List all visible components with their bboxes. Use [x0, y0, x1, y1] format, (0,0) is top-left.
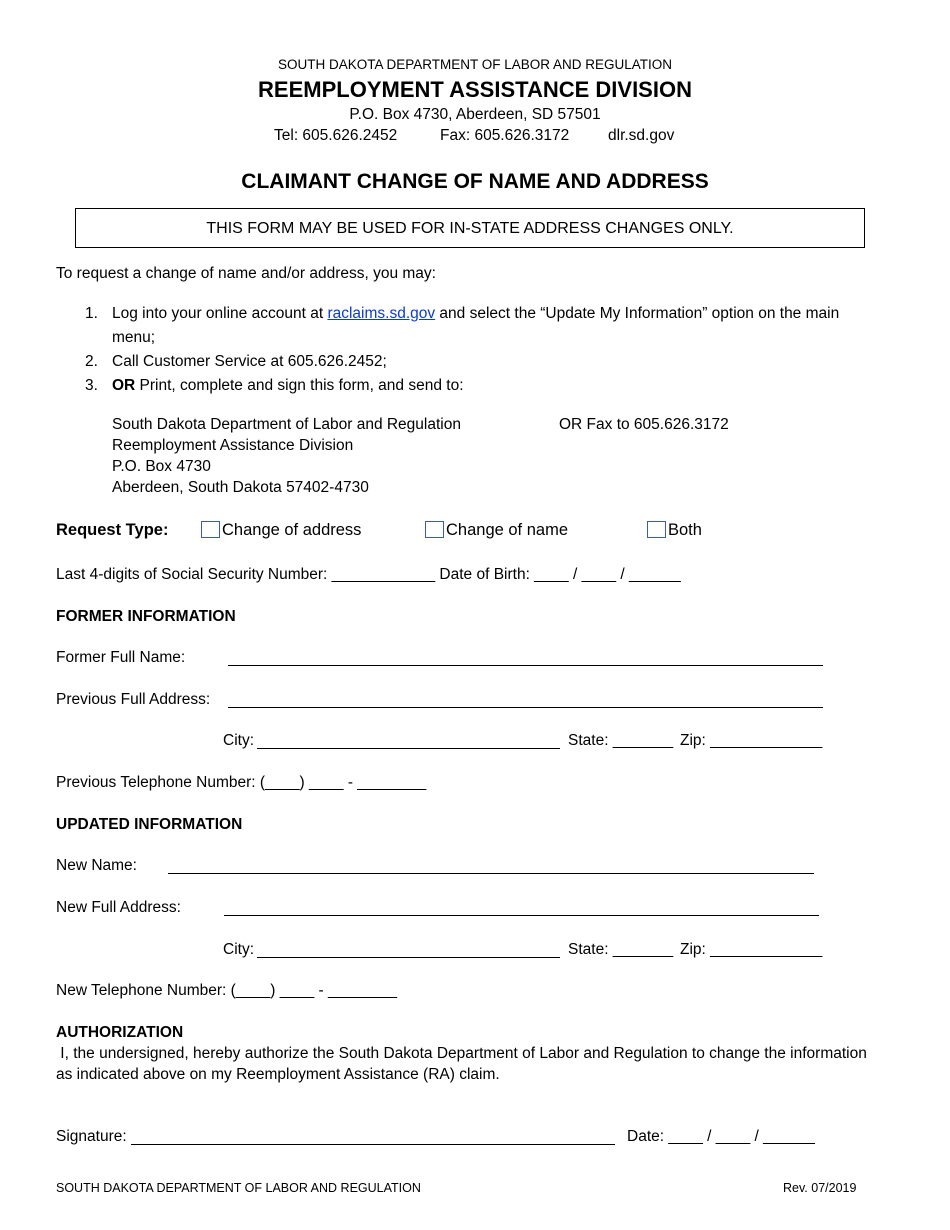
- department-name: SOUTH DAKOTA DEPARTMENT OF LABOR AND REGULATION: [277, 57, 673, 72]
- new-zip-field[interactable]: Zip: _____________: [680, 941, 823, 958]
- signature-field[interactable]: [131, 1144, 615, 1145]
- footer-department: SOUTH DAKOTA DEPARTMENT OF LABOR AND REGULATION: [56, 1181, 421, 1195]
- former-info-heading: FORMER INFORMATION: [56, 608, 236, 625]
- change-address-label: Change of address: [222, 521, 362, 539]
- new-city-label: City:: [223, 941, 254, 958]
- updated-info-heading: UPDATED INFORMATION: [56, 816, 243, 833]
- change-address-checkbox[interactable]: [201, 521, 220, 538]
- former-city-field[interactable]: [257, 748, 560, 749]
- signature-label: Signature:: [56, 1128, 127, 1145]
- intro-text: To request a change of name and/or address, you may:: [56, 265, 436, 282]
- ssn-dob-line[interactable]: Last 4-digits of Social Security Number: ____________ Date of Birth: ____ / ____ / ______: [56, 566, 681, 583]
- revision-date: Rev. 07/2019: [783, 1181, 857, 1195]
- step-3-number: 3.: [85, 377, 98, 394]
- new-city-field[interactable]: [257, 957, 560, 958]
- former-name-field[interactable]: [228, 665, 823, 666]
- header-address: P.O. Box 4730, Aberdeen, SD 57501: [349, 106, 601, 123]
- header-fax: Fax: 605.626.3172: [440, 127, 570, 144]
- form-title: CLAIMANT CHANGE OF NAME AND ADDRESS: [241, 170, 709, 193]
- step-3-text: Print, complete and sign this form, and send to:: [135, 377, 464, 394]
- header-web: dlr.sd.gov: [608, 127, 675, 144]
- former-name-label: Former Full Name:: [56, 649, 186, 666]
- signature-date-field[interactable]: Date: ____ / ____ / ______: [627, 1128, 815, 1145]
- step-1: [112, 305, 839, 323]
- mail-line-4: Aberdeen, South Dakota 57402-4730: [112, 479, 369, 496]
- request-type-label: Request Type:: [56, 521, 169, 539]
- new-address-label: New Full Address:: [56, 899, 181, 916]
- new-address-field[interactable]: [224, 915, 819, 916]
- mail-line-3: P.O. Box 4730: [112, 458, 211, 475]
- step-1-text-cont: and select the “Update My Information” option on the main: [435, 305, 840, 322]
- authorization-text-2: as indicated above on my Reemployment Assistance (RA) claim.: [56, 1066, 500, 1083]
- step-2: Call Customer Service at 605.626.2452;: [112, 353, 387, 370]
- option-change-address[interactable]: [201, 521, 361, 540]
- instate-notice: THIS FORM MAY BE USED FOR IN-STATE ADDRESS CHANGES ONLY.: [75, 208, 865, 248]
- step-1-text: Log into your online account at: [112, 305, 328, 322]
- option-both[interactable]: [647, 521, 702, 540]
- option-change-name[interactable]: [425, 521, 568, 540]
- both-checkbox[interactable]: [647, 521, 666, 538]
- change-name-label: Change of name: [446, 521, 569, 539]
- new-name-label: New Name:: [56, 857, 137, 874]
- step-2-number: 2.: [85, 353, 98, 370]
- fax-instruction: OR Fax to 605.626.3172: [559, 416, 729, 433]
- new-name-field[interactable]: [168, 873, 814, 874]
- former-city-label: City:: [223, 732, 254, 749]
- authorization-text-1: I, the undersigned, hereby authorize the South Dakota Department of Labor and Regulation to change the information: [56, 1045, 867, 1062]
- new-phone-field[interactable]: New Telephone Number: (____) ____ - ________: [56, 982, 397, 999]
- previous-address-label: Previous Full Address:: [56, 691, 211, 708]
- previous-address-field[interactable]: [228, 707, 823, 708]
- step-3: [112, 377, 464, 395]
- step-1-number: 1.: [85, 305, 98, 322]
- new-state-field[interactable]: State: _______: [568, 941, 674, 958]
- step-1-wrap: menu;: [112, 329, 156, 346]
- step-3-or: OR: [112, 377, 136, 394]
- header-tel: Tel: 605.626.2452: [274, 127, 398, 144]
- authorization-heading: AUTHORIZATION: [56, 1024, 184, 1041]
- division-name: REEMPLOYMENT ASSISTANCE DIVISION: [258, 77, 692, 102]
- mail-line-2: Reemployment Assistance Division: [112, 437, 354, 454]
- raclaims-link[interactable]: raclaims.sd.gov: [327, 305, 436, 322]
- former-state-field[interactable]: State: _______: [568, 732, 674, 749]
- former-zip-field[interactable]: Zip: _____________: [680, 732, 823, 749]
- previous-phone-field[interactable]: Previous Telephone Number: (____) ____ - ________: [56, 774, 427, 791]
- both-label: Both: [668, 521, 702, 539]
- change-name-checkbox[interactable]: [425, 521, 444, 538]
- mail-line-1: South Dakota Department of Labor and Regulation: [112, 416, 461, 433]
